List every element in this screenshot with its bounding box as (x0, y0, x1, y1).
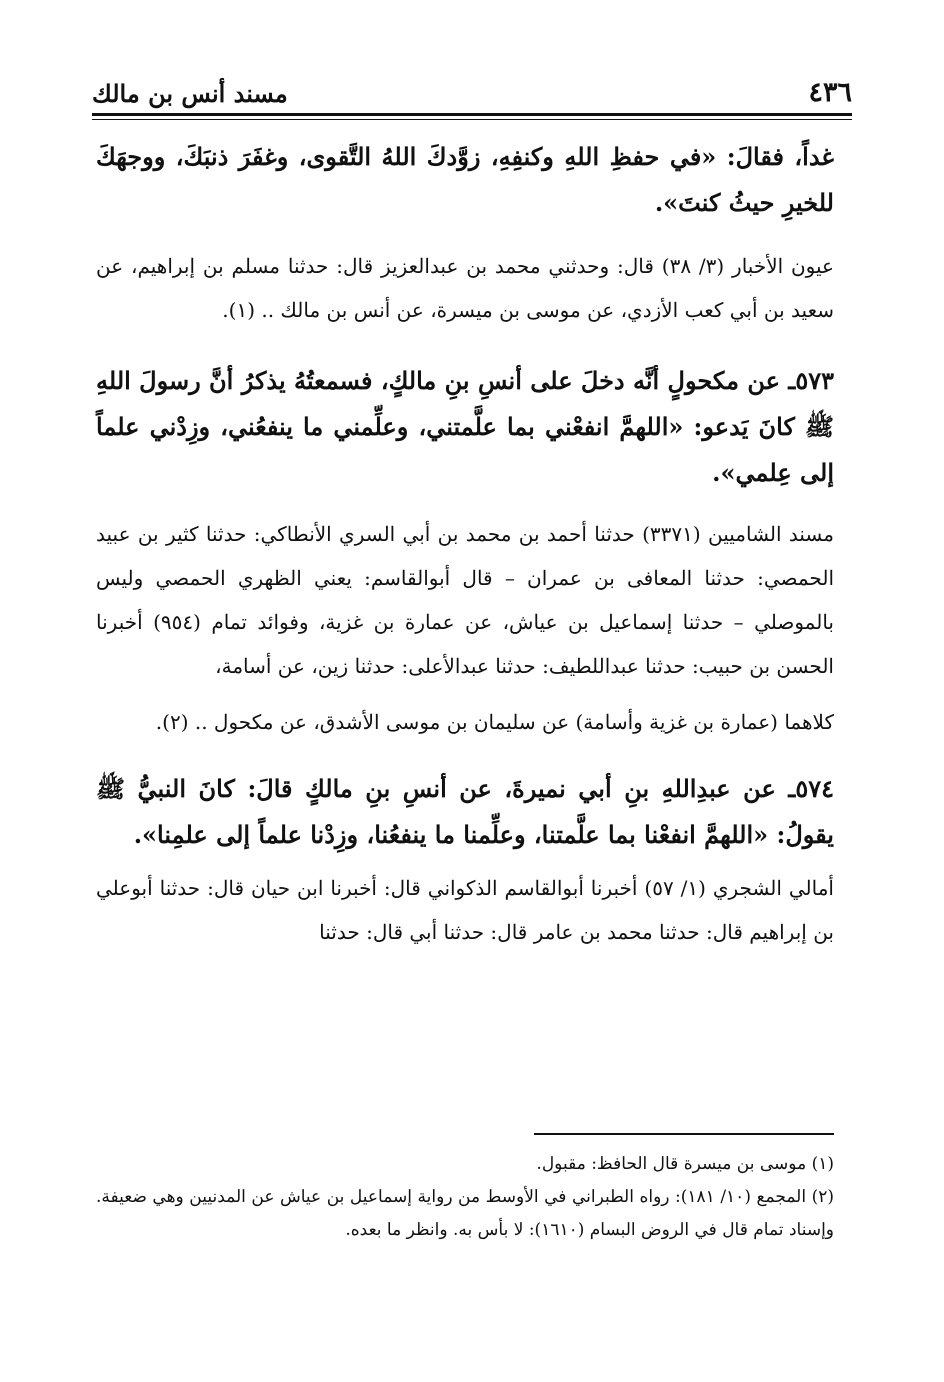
header-rule-thick (92, 113, 852, 116)
header-rule-thin (92, 119, 852, 120)
source-citation-musnad-al-shamiyyin: مسند الشاميين (٣٣٧١) حدثنا أحمد بن محمد بن أبي السري الأنطاكي: حدثنا كثير بن عبيد الحمصي: حدثنا المعافى بن عمران – قال أبوالقاسم: يعني الظهري الحمصي وليس بالموصلي – حدثنا إسماعيل بن عياش، عن عمارة بن غزية، وفوائد تمام (٩٥٤) أخبرنا الحسن بن حبيب: حدثنا عبداللطيف: حدثنا عبدالأعلى: حدثنا زين، عن أسامة، (96, 522, 835, 678)
page-number: ٤٣٦ (808, 77, 852, 108)
page-body (96, 126, 834, 954)
footnote-separator (534, 1133, 834, 1135)
page-header (92, 66, 852, 110)
running-title: مسند أنس بن مالك (92, 79, 288, 108)
source-citation-amali-al-shajari: أمالي الشجري (١/ ٥٧) أخبرنا أبوالقاسم الذكواني قال: أخبرنا ابن حيان قال: حدثنا أبوعلي بن إبراهيم قال: حدثنا محمد بن عامر قال: حدثنا أبي قال: حدثنا (96, 876, 834, 944)
source-citation-kilahuma: كلاهما (عمارة بن غزية وأسامة) عن سليمان بن موسى الأشدق، عن مكحول .. (٢). (155, 710, 834, 734)
source-citation-uyun-al-akhbar: عيون الأخبار (٣/ ٣٨) قال: وحدثني محمد بن عبدالعزيز قال: حدثنا مسلم بن إبراهيم، عن سعيد بن أبي كعب الأزدي، عن موسى بن ميسرة، عن أنس بن مالك .. (١). (96, 254, 834, 322)
hadith-continuation: غداً، فقالَ: «في حفظِ اللهِ وكنفِهِ، زوَّدكَ اللهُ التَّقوى، وغفَرَ ذنبَكَ، ووجهَكَ للخيرِ حيثُ كنتَ». (96, 142, 834, 217)
hadith-573: ٥٧٣ـ عن مكحولٍ أنَّه دخلَ على أنسِ بنِ مالكٍ، فسمعتُهُ يذكرُ أنَّ رسولَ اللهِ ﷺ كانَ يَدعو: «اللهمَّ انفعْني بما علَّمتني، وعلِّمني ما ينفعُني، وزِدْني علماً إلى عِلمي». (96, 366, 834, 487)
footnote-2: (٢) المجمع (١٠/ ١٨١): رواه الطبراني في الأوسط من رواية إسماعيل بن عياش عن المدنيين وهي ضعيفة. وإسناد تمام قال في الروض البسام (١٦١٠): لا بأس به. وانظر ما بعده. (96, 1187, 834, 1240)
footnotes (96, 1148, 834, 1247)
hadith-574: ٥٧٤ـ عن عبدِاللهِ بنِ أبي نميرةَ، عن أنسِ بنِ مالكٍ قالَ: كانَ النبيُّ ﷺ يقولُ: «اللهمَّ انفعْنا بما علَّمتنا، وعلِّمنا ما ينفعُنا، وزِدْنا علماً إلى علمِنا». (96, 774, 834, 849)
footnote-1: (١) موسى بن ميسرة قال الحافظ: مقبول. (536, 1154, 834, 1174)
